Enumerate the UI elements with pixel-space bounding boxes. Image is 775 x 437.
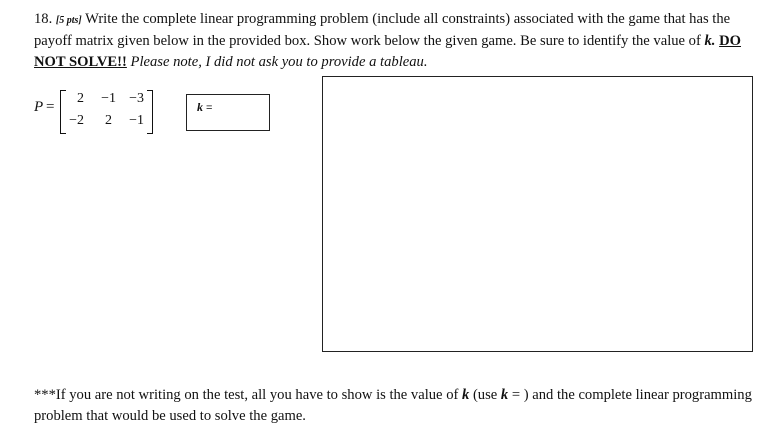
k-variable: k.: [704, 33, 716, 49]
k-variable: k: [462, 387, 470, 403]
right-bracket: [147, 90, 153, 134]
matrix-equals: =: [46, 99, 55, 115]
matrix-cell: −1: [101, 91, 116, 106]
matrix-label: P: [34, 99, 44, 115]
points-label: [5 pts]: [55, 15, 82, 26]
payoff-matrix: [34, 88, 174, 138]
k-value-label: k =: [197, 100, 213, 114]
k-variable: k: [500, 387, 509, 403]
matrix-cell: 2: [105, 113, 112, 128]
question-number: 18.: [34, 11, 53, 27]
matrix-cell: 2: [77, 91, 84, 106]
tableau-note: Please note, I did not ask you to provide a tableau.: [126, 54, 428, 70]
k-value-box[interactable]: [186, 94, 270, 131]
do-not-solve-warning: DO NOT SOLVE!!: [34, 33, 741, 70]
matrix-cell: −2: [69, 113, 84, 128]
question-text: [34, 9, 754, 73]
footnote: ***If you are not writing on the test, all you have to show is the value of k (use k = ) and the complete linear programming problem that would be used to solve the game.: [34, 387, 752, 424]
matrix-cell: −1: [129, 113, 144, 128]
question-body: Write the complete linear programming problem (include all constraints) associated with the game that has the payoff matrix given below in the provided box. Show work below the given game. Be sure to identify the value of: [34, 11, 731, 49]
matrix-cell: −3: [129, 91, 144, 106]
answer-box[interactable]: [322, 76, 753, 352]
